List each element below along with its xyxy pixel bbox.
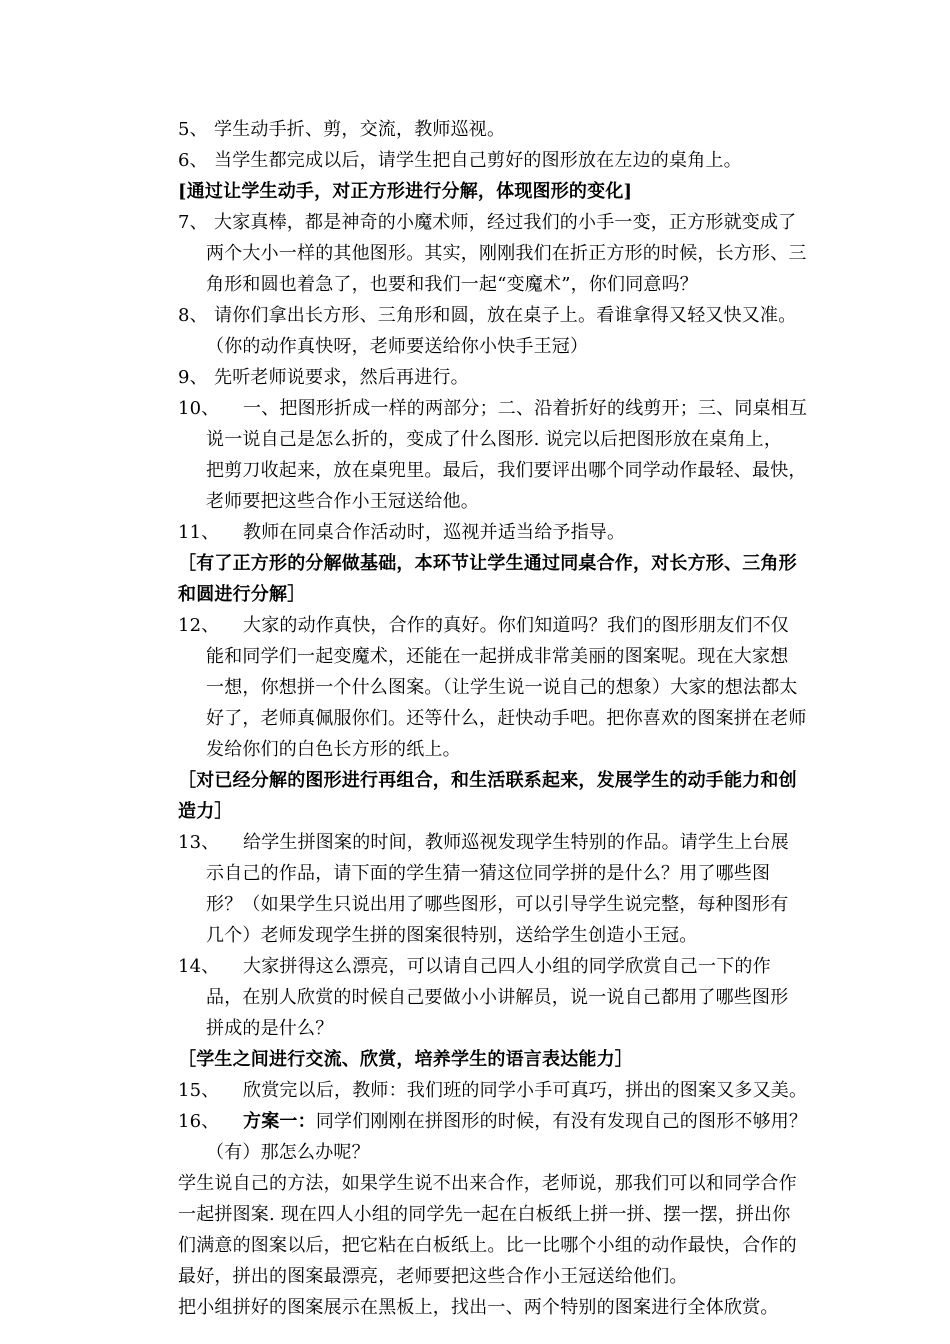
item-text: 学生动手折、剪，交流，教师巡视。 [214,119,506,140]
paragraph-2: 把小组拼好的图案展示在黑板上，找出一、两个特别的图案进行全体欣赏。 [178,1297,779,1318]
item-text: 一、把图形折成一样的两部分；二、沿着折好的线剪开；三、同桌相互 [243,398,808,419]
item-7-cont: 两个大小一样的其他图形。其实，刚刚我们在折正方形的时候，长方形、三 [206,243,807,264]
item-12-cont: 发给你们的白色长方形的纸上。 [206,739,461,760]
item-16-cont: （有）那怎么办呢？ [206,1142,370,1163]
item-number: 16、 [178,1111,220,1132]
item-number: 6、 [178,150,208,171]
item-7-cont: 角形和圆也着急了，也要和我们一起“变魔术”，你们同意吗？ [206,274,699,295]
item-number: 8、 [178,305,208,326]
item-number: 14、 [178,956,220,977]
design-note-3: ［对已经分解的图形进行再组合，和生活联系起来，发展学生的动手能力和创 [178,770,797,791]
paragraph-1-cont: 最好，拼出的图案最漂亮，老师要把这些合作小王冠送给他们。 [178,1266,688,1287]
design-note-3-cont: 造力］ [178,801,233,822]
item-text: 给学生拼图案的时间，教师巡视发现学生特别的作品。请学生上台展 [243,832,789,853]
item-11 [178,517,828,548]
item-13-cont: 示自己的作品，请下面的学生猜一猜这位同学拼的是什么？用了哪些图 [206,863,771,884]
item-14 [178,951,828,982]
item-14-cont: 拼成的是什么？ [206,1018,334,1039]
item-number: 7、 [178,212,208,233]
item-14-cont: 品，在别人欣赏的时候自己要做小小讲解员，说一说自己都用了哪些图形 [206,987,789,1008]
item-8 [178,300,828,331]
item-13-cont: 几个）老师发现学生拼的图案很特别，送给学生创造小王冠。 [206,925,698,946]
item-text: 大家的动作真快，合作的真好。你们知道吗？我们的图形朋友们不仅 [243,615,789,636]
item-number: 15、 [178,1080,220,1101]
item-text: 当学生都完成以后，请学生把自己剪好的图形放在左边的桌角上。 [214,150,742,171]
item-number: 5、 [178,119,208,140]
item-text: 同学们刚刚在拼图形的时候，有没有发现自己的图形不够用？ [315,1111,808,1132]
item-13 [178,827,828,858]
item-10-cont: 说一说自己是怎么折的，变成了什么图形. 说完以后把图形放在桌角上， [206,429,783,450]
item-text: 请你们拿出长方形、三角形和圆，放在桌子上。看谁拿得又轻又快又准。 [214,305,797,326]
paragraph-1: 学生说自己的方法，如果学生说不出来合作，老师说，那我们可以和同学合作 [178,1173,797,1194]
item-number: 9、 [178,367,208,388]
item-text: 大家真棒，都是神奇的小魔术师，经过我们的小手一变，正方形就变成了 [214,212,797,233]
item-16 [178,1106,828,1137]
item-text: 欣赏完以后，教师：我们班的同学小手可真巧，拼出的图案又多又美。 [243,1080,808,1101]
item-12 [178,610,828,641]
item-13-cont: 形？（如果学生只说出用了哪些图形，可以引导学生说完整，每种图形有 [206,894,789,915]
document-body [178,114,828,1323]
item-number: 10、 [178,398,220,419]
item-15 [178,1075,828,1106]
item-5 [178,114,828,145]
item-number: 12、 [178,615,220,636]
design-note-4: ［学生之间进行交流、欣赏，培养学生的语言表达能力］ [178,1049,633,1070]
design-note-1: [通过让学生动手，对正方形进行分解，体现图形的变化] [178,181,633,202]
item-10-cont: 老师要把这些合作小王冠送给他。 [206,491,479,512]
item-text: 大家拼得这么漂亮，可以请自己四人小组的同学欣赏自己一下的作 [243,956,771,977]
item-10-cont: 把剪刀收起来，放在桌兜里。最后，我们要评出哪个同学动作最轻、最快， [206,460,807,481]
design-note-2-cont: 和圆进行分解］ [178,584,306,605]
paragraph-1-cont: 一起拼图案. 现在四人小组的同学先一起在白板纸上拼一拼、摆一摆，拼出你 [178,1204,791,1225]
item-12-cont: 好了，老师真佩服你们。还等什么，赶快动手吧。把你喜欢的图案拼在老师 [206,708,807,729]
plan-label: 方案一： [243,1111,316,1132]
item-9 [178,362,828,393]
item-number: 13、 [178,832,220,853]
item-12-cont: 一想，你想拼一个什么图案。（让学生说一说自己的想象）大家的想法都太 [206,677,798,698]
item-8-cont: （你的动作真快呀，老师要送给你小快手王冠） [206,336,589,357]
item-number: 11、 [178,522,220,543]
item-6 [178,145,828,176]
paragraph-1-cont: 们满意的图案以后，把它粘在白板纸上。比一比哪个小组的动作最快，合作的 [178,1235,797,1256]
item-7 [178,207,828,238]
item-text: 先听老师说要求，然后再进行。 [214,367,469,388]
design-note-2: ［有了正方形的分解做基础，本环节让学生通过同桌合作，对长方形、三角形 [178,553,797,574]
item-text: 教师在同桌合作活动时，巡视并适当给予指导。 [243,522,626,543]
item-10 [178,393,828,424]
item-12-cont: 能和同学们一起变魔术，还能在一起拼成非常美丽的图案呢。现在大家想 [206,646,789,667]
